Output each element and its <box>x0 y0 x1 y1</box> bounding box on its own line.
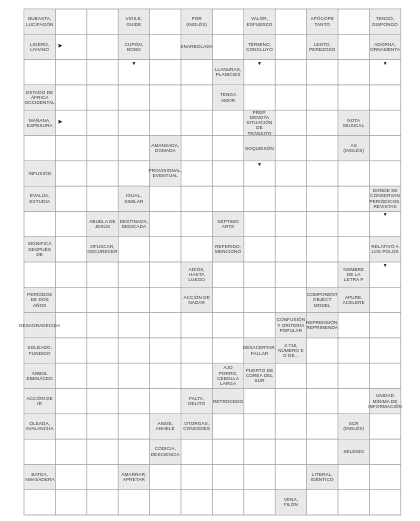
clue-cell: AMANSADA, DOMADA <box>150 136 180 160</box>
clue-cell: PROVISIONAL, EVENTUAL <box>150 161 180 185</box>
clue-cell: POR (INGLÉS) <box>182 10 212 34</box>
clue-cell: ESTADO DE ÁFRICA OCCIDENTAL <box>25 85 55 109</box>
clue-cell: SOQUIESÓN <box>244 136 274 160</box>
arrow-down-icon: ▼ <box>382 60 388 67</box>
clue-cell: ACCIÓN DE NADAR <box>182 288 212 312</box>
clue-cell: INFUSIÓN <box>25 161 55 185</box>
clue-cell: LENTO, PEREZOSO <box>307 35 337 59</box>
arrow-right-icon: ▶ <box>58 118 63 125</box>
clue-cell: DONDE SE CONSERVAN PERIÓDICOS, REVISTAS <box>369 188 401 210</box>
clue-cell: RETROCEDO <box>213 389 243 413</box>
clue-cell: IGUAL, SIMILAR <box>119 187 149 211</box>
clue-cell: PREP. DENOTA SITUACIÓN DE TRÁNSITO <box>244 111 274 135</box>
clue-cell: DESACERTAR, FALLAR <box>244 338 274 362</box>
clue-cell: SOLDADO, FUNDIDO <box>25 338 55 362</box>
arrow-down-icon: ▼ <box>382 212 388 219</box>
clue-cell: EVALÚA, ESTUDIA <box>25 187 55 211</box>
clue-cell: TÉRMINO, CONCLUYO <box>244 35 274 59</box>
clue-cell: APURE, ACELERE <box>339 288 369 312</box>
clue-cell: DESTINADA, DEDICADA <box>119 212 149 236</box>
clue-cell: OTORGAS, CONCEDES <box>182 414 212 438</box>
clue-cell: LIGERO, LIVIANO <box>25 35 55 59</box>
arrow-down-icon: ▼ <box>257 60 262 67</box>
clue-cell: ABUELA DE JESÚS <box>87 212 117 236</box>
clue-cell: TENGA AMOR <box>213 85 243 109</box>
clue-cell: 3.718, NÚMERO E O DE... <box>276 338 306 362</box>
arrow-down-icon: ▼ <box>131 60 137 67</box>
clue-cell: SIGNIFICA DESPUÉS DE <box>25 237 55 261</box>
clue-cell: OLEADA, AVALANCHA <box>25 414 55 438</box>
clue-cell: OFUSCAR, OSCURECER <box>87 237 117 261</box>
clue-cell: VALOR, ESFUERZO <box>244 10 274 34</box>
clue-cell: ÁRBOL EBENÁCEO <box>25 364 55 388</box>
clue-cell: PUERTO DE COREA DEL SUR <box>244 364 274 388</box>
clue-cell: REFERIDO, MENCIONO <box>213 237 243 261</box>
clue-cell: BUBASTA, LUCIFAGÓN <box>25 10 55 34</box>
clue-cell: SELENIO <box>339 440 369 464</box>
clue-cell: RELATIVO A LOS POLOS <box>370 237 400 261</box>
clue-cell: CODICIA, DESCIENCIA <box>150 440 180 464</box>
clue-cell: MAÑANA, ESPESURA <box>25 111 55 135</box>
clue-cell: FALTA, DELITO <box>182 389 212 413</box>
clue-cell: VIGILE, GUIDE <box>119 10 149 34</box>
arrow-right-icon: ▶ <box>58 42 63 49</box>
clue-cell: CUPÓN, BONO <box>119 35 149 59</box>
clue-cell: AMARRAR, APRETAR <box>119 465 149 489</box>
clue-cell: AJO PORRO, CEBOLLA LARGA <box>213 364 243 388</box>
clue-cell: ADORNA, ORNAMENTA <box>370 35 400 59</box>
clue-cell: ENARBOLADA <box>182 35 212 59</box>
clue-cell: ACCIÓN DE IR <box>25 389 55 413</box>
clue-cell: VENA, FILÓN <box>276 490 306 514</box>
clue-cell: LLANURAS, PLANICIES <box>213 60 243 84</box>
clue-cell: REPRENSIÓN, REPRIMENDA <box>307 313 337 337</box>
clue-cell: AS (INGLÉS) <box>339 136 369 160</box>
clue-cell: TENGO, DISPONGO <box>370 10 400 34</box>
clue-cell: PERÍODOS DE DOS AÑOS <box>25 288 55 312</box>
clue-cell: CONFUSIÓN Y GRITERÍA POPULAR <box>276 313 306 337</box>
clue-cell: ADIÓS, HASTA LUEGO <box>182 263 212 287</box>
clue-cell: BATEA, AMASADERA <box>25 465 55 489</box>
clue-cell: UNIDAD MÍNIMA DE INFORMACIÓN <box>370 389 400 413</box>
clue-cell: COMPONENT OBJECT MODEL <box>307 288 337 312</box>
clue-cell: DESAGRADECIDA <box>25 313 55 337</box>
arrow-down-icon: ▼ <box>382 263 388 269</box>
arrow-down-icon: ▼ <box>257 161 262 168</box>
clue-cell: ANSÍE, ANHELE <box>150 414 180 438</box>
clue-cell: NOMBRE DE LA LETRA P <box>339 263 369 287</box>
clue-cell: SCR (INGLÉS) <box>339 414 369 438</box>
clue-cell: LITERAL, IDÉNTICO <box>307 465 337 489</box>
clue-cell: NOTA MUSICAL <box>339 111 369 135</box>
clue-cell: SÉPTIMO ARTE <box>213 212 243 236</box>
clue-cell: APÓCOPE TANTO <box>307 10 337 34</box>
